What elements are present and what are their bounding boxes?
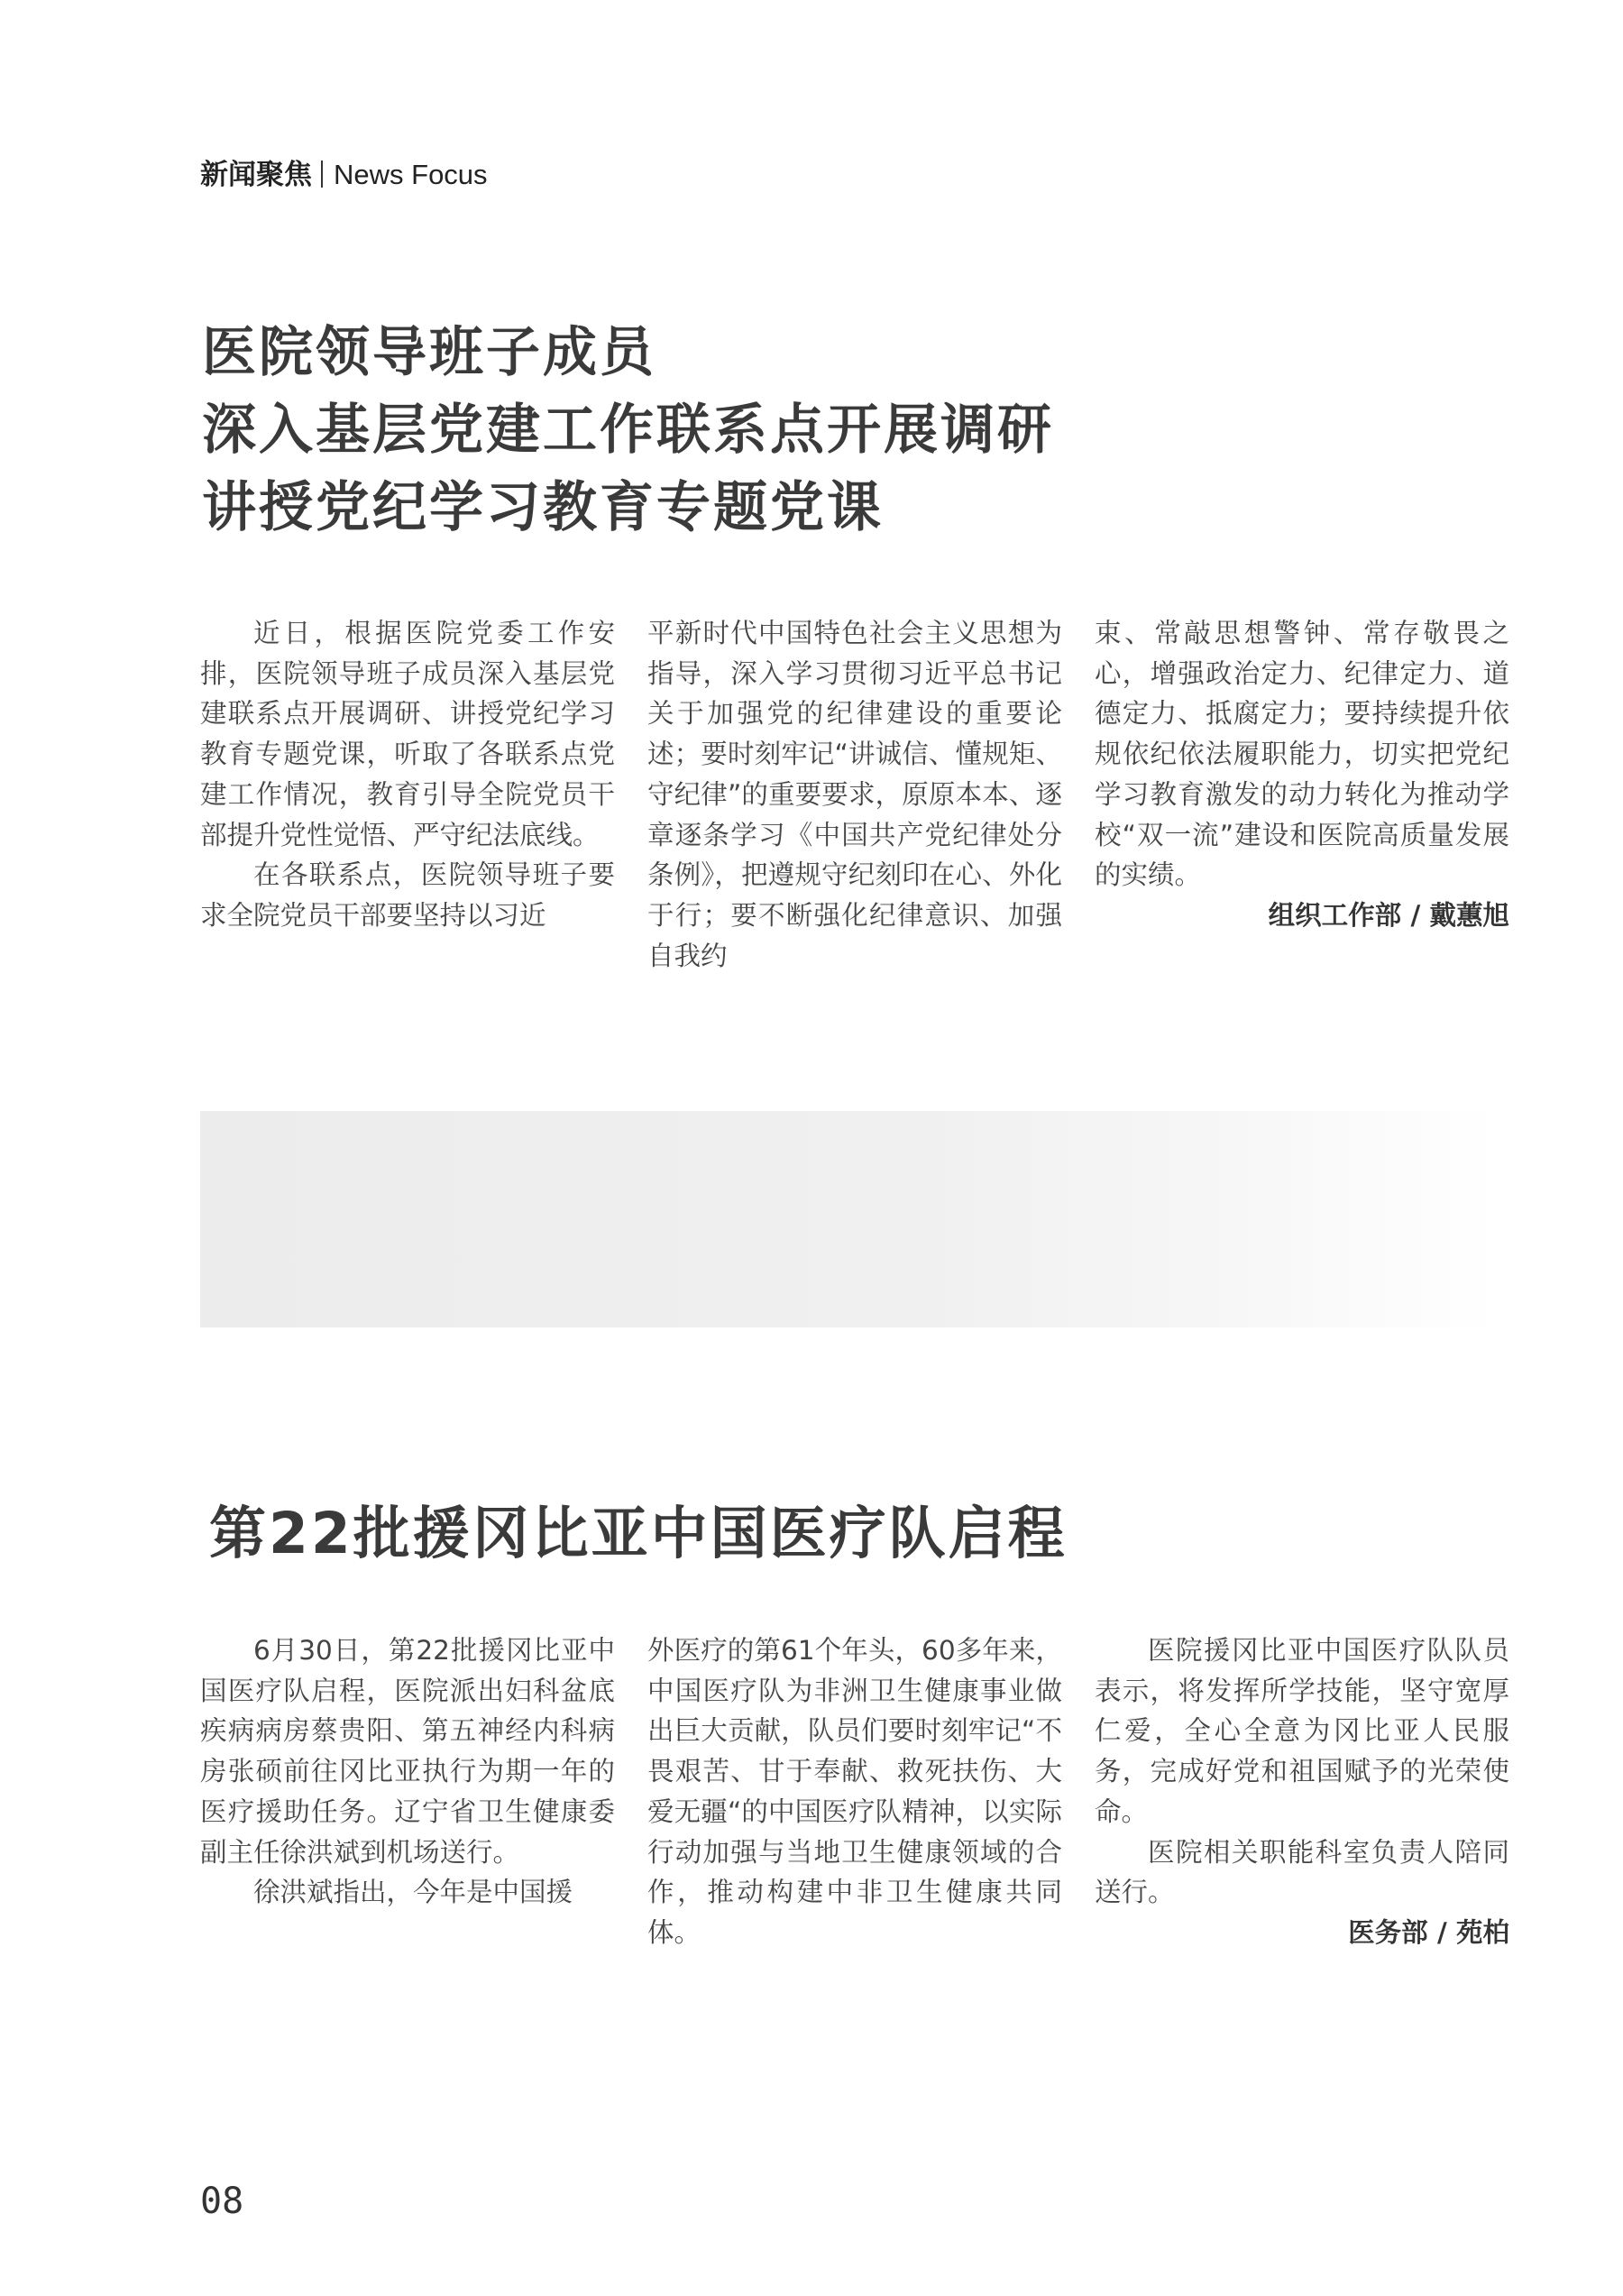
page-number: 08	[200, 2181, 244, 2222]
article1-column-3	[1095, 613, 1509, 936]
section-label-en: News Focus	[334, 159, 488, 190]
article2-byline: 医务部 / 苑柏	[1348, 1916, 1509, 1948]
article2-column-2	[647, 1630, 1062, 1953]
image-placeholder-band	[200, 1111, 1499, 1327]
paragraph: 6月30日，第22批援冈比亚中国医疗队启程，医院派出妇科盆底疾病病房蔡贵阳、第五神经内科病房张硕前往冈比亚执行为期一年的医疗援助任务。辽宁省卫生健康委副主任徐洪斌到机场送行。	[200, 1635, 615, 1868]
paragraph: 医院相关职能科室负责人陪同送行。	[1095, 1836, 1509, 1908]
paragraph: 医院援冈比亚中国医疗队队员表示，将发挥所学技能，坚守宽厚仁爱，全心全意为冈比亚人民服务，完成好党和祖国赋予的光荣使命。	[1095, 1635, 1509, 1827]
section-label-cn: 新闻聚焦	[200, 159, 312, 191]
article2-title: 第22批援冈比亚中国医疗队启程	[209, 1501, 1068, 1566]
article2-column-3	[1095, 1630, 1509, 1953]
article1-column-1	[200, 613, 615, 936]
article1-title-line: 深入基层党建工作联系点开展调研	[202, 399, 1054, 462]
paragraph: 束、常敲思想警钟、常存敬畏之心，增强政治定力、纪律定力、道德定力、抵腐定力；要持续提升依规依纪依法履职能力，切实把党纪学习教育激发的动力转化为推动学校“双一流”建设和医院高质量发展的实绩。	[1095, 618, 1509, 891]
section-header	[200, 152, 488, 192]
paragraph: 平新时代中国特色社会主义思想为指导，深入学习贯彻习近平总书记关于加强党的纪律建设的重要论述；要时刻牢记“讲诚信、懂规矩、守纪律”的重要要求，原原本本、逐章逐条学习《中国共产党纪律处分条例》，把遵规守纪刻印在心、外化于行；要不断强化纪律意识、加强自我约	[647, 618, 1062, 971]
article1-title	[202, 314, 1054, 546]
paragraph: 外医疗的第61个年头，60多年来，中国医疗队为非洲卫生健康事业做出巨大贡献，队员们要时刻牢记“不畏艰苦、甘于奉献、救死扶伤、大爱无疆“的中国医疗队精神，以实际行动加强与当地卫生健康领域的合作，推动构建中非卫生健康共同体。	[647, 1635, 1062, 1948]
article1-title-line: 医院领导班子成员	[202, 321, 656, 384]
article1-column-2	[647, 613, 1062, 976]
header-divider	[321, 161, 323, 188]
article2-column-1	[200, 1630, 615, 1913]
paragraph: 近日，根据医院党委工作安排，医院领导班子成员深入基层党建联系点开展调研、讲授党纪学习教育专题党课，听取了各联系点党建工作情况，教育引导全院党员干部提升党性觉悟、严守纪法底线。	[200, 618, 615, 850]
article1-byline: 组织工作部 / 戴蕙旭	[1268, 899, 1509, 931]
article1-title-line: 讲授党纪学习教育专题党课	[202, 476, 884, 539]
paragraph: 在各联系点，医院领导班子要求全院党员干部要坚持以习近	[200, 859, 615, 931]
paragraph: 徐洪斌指出，今年是中国援	[253, 1877, 573, 1908]
